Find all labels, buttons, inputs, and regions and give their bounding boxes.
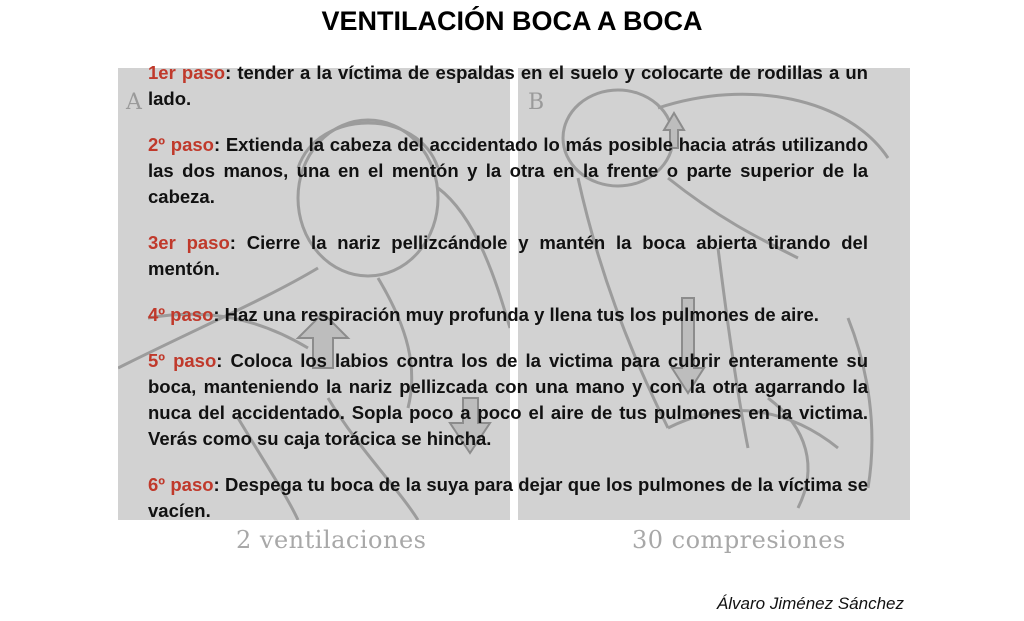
caption-compressions: 30 compresiones xyxy=(632,526,846,554)
panel-letter-a: A xyxy=(126,90,142,115)
author-credit: Álvaro Jiménez Sánchez xyxy=(716,594,904,613)
step-label: 2º paso xyxy=(148,134,214,155)
step-text: : Cierre la nariz pellizcándole y mantén la boca abierta tirando del mentón. xyxy=(148,232,868,279)
step-label: 6º paso xyxy=(148,474,214,495)
step-label: 5º paso xyxy=(148,350,217,371)
step-6 xyxy=(148,472,868,524)
step-text: : Extienda la cabeza del accidentado lo más posible hacia atrás utilizando las dos manos, una en el mentón y la otra en la frente o parte superior de la cabeza. xyxy=(148,134,868,207)
step-3 xyxy=(148,230,868,282)
step-text: : Despega tu boca de la suya para dejar que los pulmones de la víctima se vacíen. xyxy=(148,474,868,521)
steps-list xyxy=(148,60,868,544)
step-text: : tender a la víctima de espaldas en el suelo y colocarte de rodillas a un lado. xyxy=(148,62,868,109)
step-4 xyxy=(148,302,868,328)
step-label: 1er paso xyxy=(148,62,226,83)
step-text: : Coloca los labios contra los de la victima para cubrir enteramente su boca, manteniendo la nariz pellizcada con una mano y con la otra agarrando la nuca del accidentado. Sopla poco a poco el aire de tus pulmones en la victima. Verás como su caja torácica se hincha. xyxy=(148,350,869,449)
step-text: : Haz una respiración muy profunda y llena tus los pulmones de aire. xyxy=(213,304,819,325)
step-2 xyxy=(148,132,868,210)
step-label: 4º paso xyxy=(148,304,214,325)
step-label: 3er paso xyxy=(148,232,230,253)
step-1 xyxy=(148,60,868,112)
caption-ventilations: 2 ventilaciones xyxy=(236,526,427,554)
page-title: VENTILACIÓN BOCA A BOCA xyxy=(321,6,703,36)
panel-letter-b: B xyxy=(528,90,545,115)
step-5 xyxy=(148,348,868,452)
